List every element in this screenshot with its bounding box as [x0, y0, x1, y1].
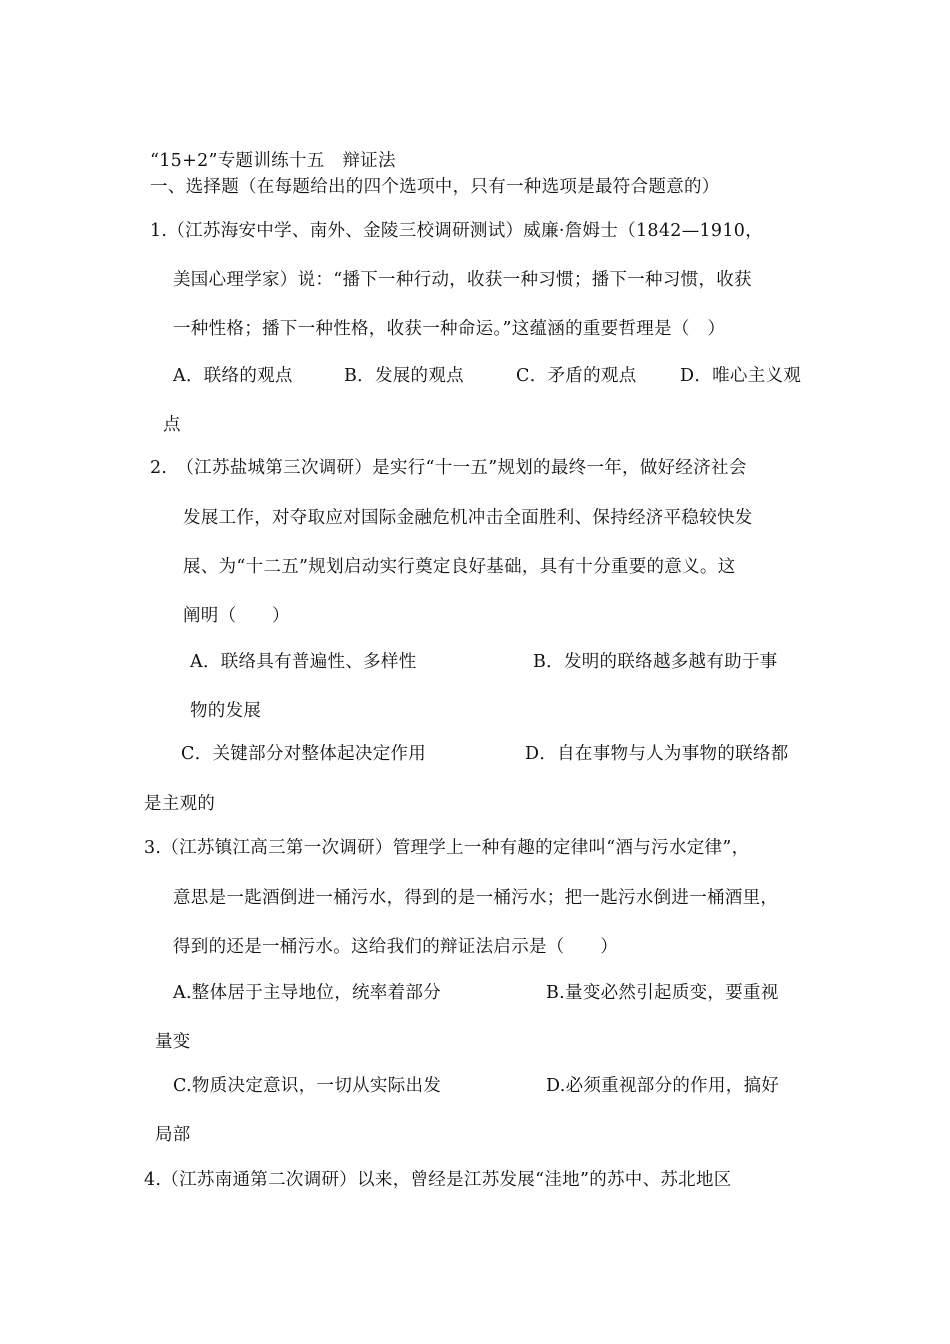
question-text: 得到的还是一桶污水。这给我们的辩证法启示是（ ）: [173, 937, 618, 957]
question-text: 2. （江苏盐城第三次调研）是实行“十一五”规划的最终一年，做好经济社会: [150, 458, 747, 478]
question-text: 阐明（ ）: [183, 606, 290, 626]
option-a: A．联络的观点: [173, 366, 293, 386]
doc-title: “15+2”专题训练十五 辩证法: [150, 151, 396, 171]
question-text: 3.（江苏镇江高三第一次调研）管理学上一种有趣的定律叫“酒与污水定律”，: [144, 838, 750, 858]
question-text: 一种性格；播下一种性格，收获一种命运。”这蕴涵的重要哲理是（ ）: [173, 319, 726, 339]
option-b-continued: 物的发展: [190, 701, 262, 721]
option-a: A.整体居于主导地位，统率着部分: [173, 983, 441, 1003]
option-c: C．矛盾的观点: [516, 366, 637, 386]
option-d: D.必须重视部分的作用，搞好: [546, 1076, 780, 1096]
option-b: B.量变必然引起质变，要重视: [546, 983, 779, 1003]
question-text: 美国心理学家）说：“播下一种行动，收获一种习惯；播下一种习惯，收获: [173, 270, 752, 290]
question-text: 发展工作，对夺取应对国际金融危机冲击全面胜利、保持经济平稳较快发: [183, 508, 753, 528]
question-text: 展、为“十二五”规划启动实行奠定良好基础，具有十分重要的意义。这: [183, 557, 736, 577]
option-d-continued: 是主观的: [144, 794, 216, 814]
section-heading: 一、选择题（在每题给出的四个选项中，只有一种选项是最符合题意的）: [150, 177, 720, 197]
question-text: 1.（江苏海安中学、南外、金陵三校调研测试）威廉·詹姆士（1842—1910，: [150, 221, 764, 241]
option-c: C.物质决定意识，一切从实际出发: [173, 1076, 442, 1096]
option-d-continued: 局部: [155, 1125, 191, 1145]
option-b: B．发明的联络越多越有助于事: [533, 652, 778, 672]
option-b-continued: 量变: [155, 1032, 191, 1052]
option-c: C．关键部分对整体起决定作用: [181, 744, 427, 764]
option-d-continued: 点: [163, 415, 181, 435]
question-text: 4.（江苏南通第二次调研）以来，曾经是江苏发展“洼地”的苏中、苏北地区: [144, 1170, 732, 1190]
option-b: B．发展的观点: [344, 366, 464, 386]
question-text: 意思是一匙酒倒进一桶污水，得到的是一桶污水；把一匙污水倒进一桶酒里，: [173, 888, 779, 908]
option-d: D．唯心主义观: [680, 366, 802, 386]
option-a: A．联络具有普遍性、多样性: [190, 652, 417, 672]
option-d: D．自在事物与人为事物的联络都: [525, 744, 789, 764]
